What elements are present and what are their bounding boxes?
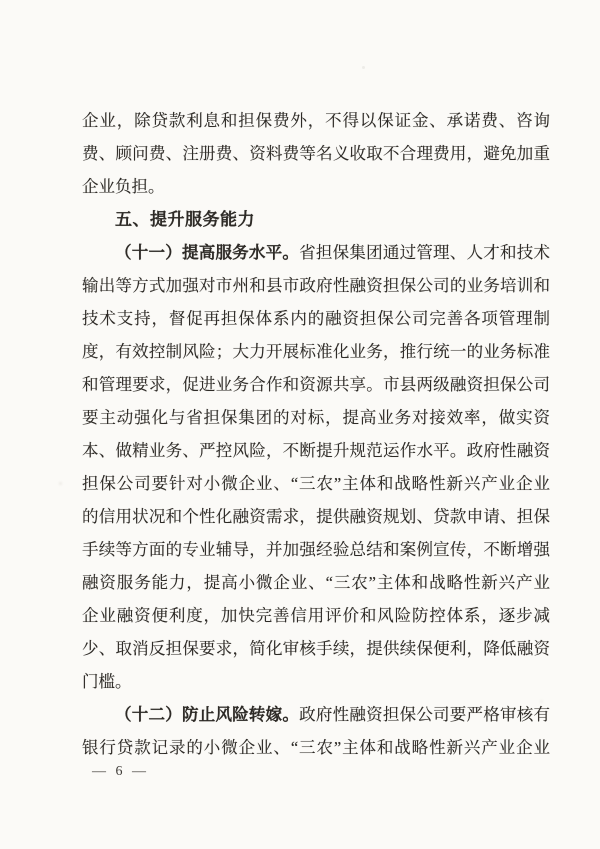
paragraph-lead: （十二）防止风险转嫁。 <box>115 705 300 724</box>
text-line-content: 度，有效控制风险；大力开展标准化业务，推行统一的业务标准 <box>82 342 550 361</box>
text-line <box>82 566 550 599</box>
section-heading <box>82 203 550 236</box>
text-line <box>82 269 550 302</box>
text-line <box>82 335 550 368</box>
text-line <box>82 434 550 467</box>
text-line-content: 担保公司要针对小微企业、“三农”主体和战略性新兴产业企业 <box>82 474 550 493</box>
text-line <box>82 665 550 698</box>
paragraph-first-line <box>82 236 550 269</box>
text-line-content: 企业融资便利度，加快完善信用评价和风险防控体系，逐步减 <box>82 606 550 625</box>
scan-noise-speckles <box>362 66 365 69</box>
text-line-content: 本、做精业务、严控风险，不断提升规范运作水平。政府性融资 <box>82 441 550 460</box>
paragraph-first-line <box>82 698 550 731</box>
text-line-content: 企业负担。 <box>82 177 165 196</box>
text-line <box>82 302 550 335</box>
text-line <box>82 533 550 566</box>
text-line-content: 和管理要求，促进业务合作和资源共享。市县两级融资担保公司 <box>82 375 550 394</box>
text-line-content: 融资服务能力，提高小微企业、“三农”主体和战略性新兴产业 <box>82 573 550 592</box>
text-line-content: 手续等方面的专业辅导，并加强经验总结和案例宣传，不断增强 <box>82 540 550 559</box>
text-line-content: 少、取消反担保要求，简化审核手续，提供续保便利，降低融资 <box>82 639 550 658</box>
text-line-content: 费、顾问费、注册费、资料费等名义收取不合理费用，避免加重 <box>82 144 550 163</box>
text-line <box>82 500 550 533</box>
text-line-content: 银行贷款记录的小微企业、“三农”主体和战略性新兴产业企业 <box>82 738 550 757</box>
text-line-content: 要主动强化与省担保集团的对标，提高业务对接效率，做实资 <box>82 408 550 427</box>
text-line-content: 的信用状况和个性化融资需求，提供融资规划、贷款申请、担保 <box>82 507 550 526</box>
text-line-content: 企业，除贷款利息和担保费外，不得以保证金、承诺费、咨询 <box>82 111 550 130</box>
text-line <box>82 170 550 203</box>
page-number: — 6 — <box>92 764 149 779</box>
text-line <box>82 401 550 434</box>
text-line-content: 省担保集团通过管理、人才和技术 <box>299 243 551 262</box>
text-line-content: 技术支持，督促再担保体系内的融资担保公司完善各项管理制 <box>82 309 550 328</box>
text-line <box>82 368 550 401</box>
text-line <box>82 104 550 137</box>
document-body <box>82 104 550 764</box>
text-line <box>82 137 550 170</box>
text-line-content: 门槛。 <box>82 672 132 691</box>
paragraph-lead: （十一）提高服务水平。 <box>115 243 300 262</box>
text-line <box>82 632 550 665</box>
text-line <box>82 467 550 500</box>
text-line-content: 输出等方式加强对市州和县市政府性融资担保公司的业务培训和 <box>82 276 550 295</box>
text-line <box>82 599 550 632</box>
section-heading-text: 五、提升服务能力 <box>115 210 255 229</box>
text-line-content: 政府性融资担保公司要严格审核有 <box>299 705 551 724</box>
text-line <box>82 731 550 764</box>
